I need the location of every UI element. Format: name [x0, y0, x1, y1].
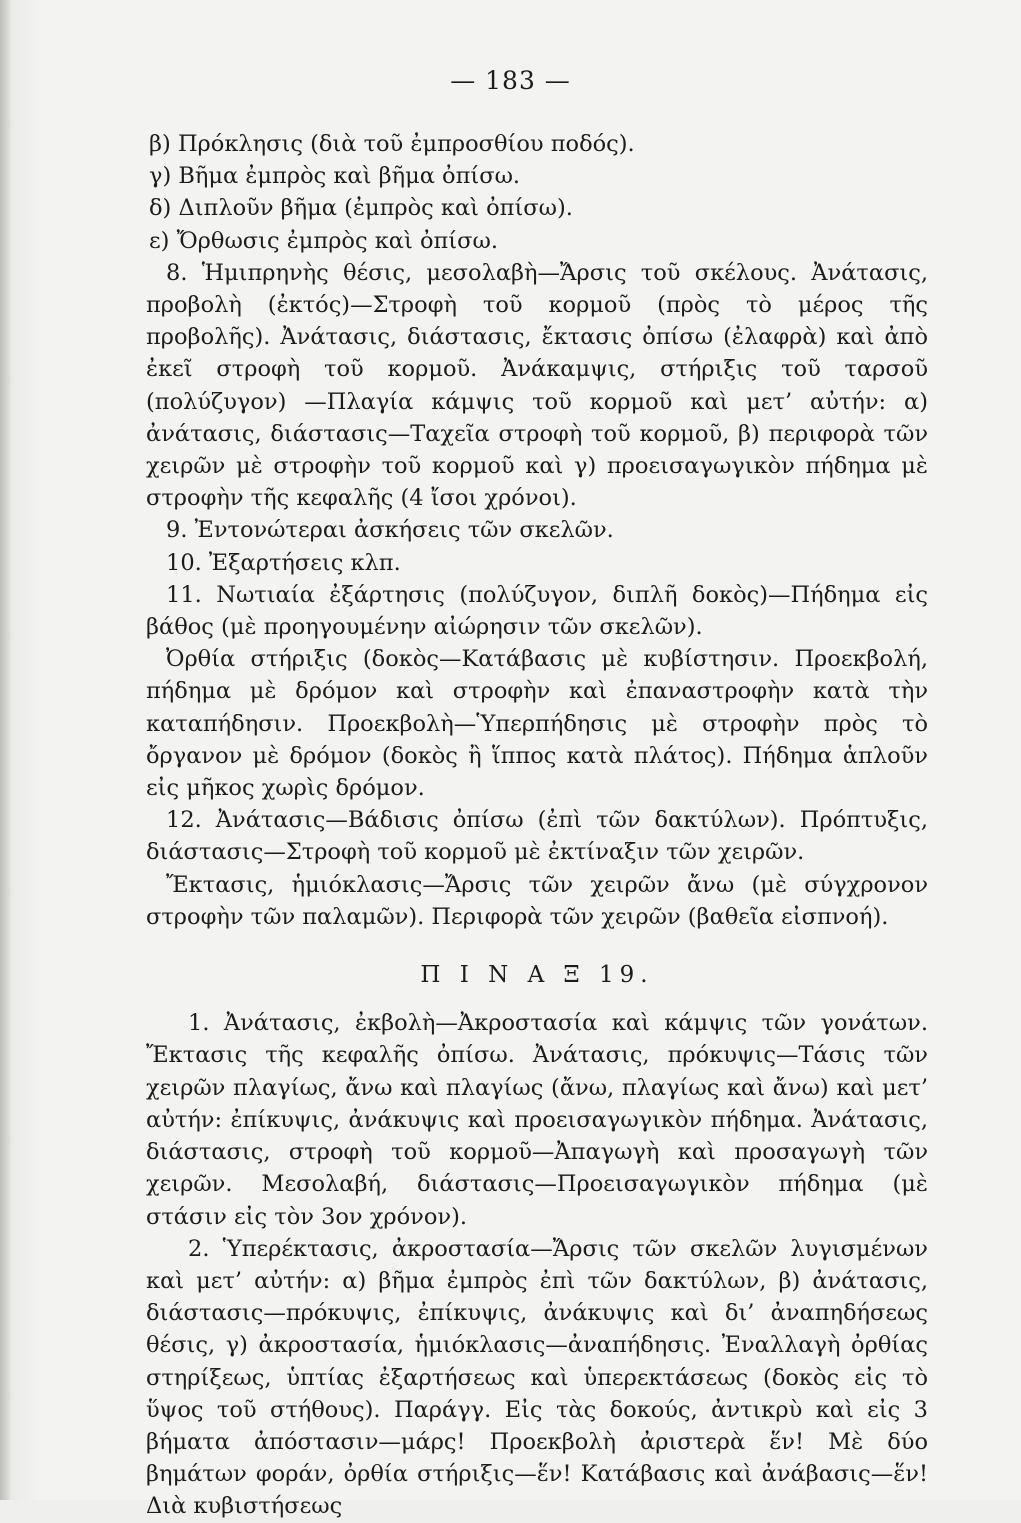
paragraph-2: 2. Ὑπερέκτασις, ἀκροστασία—Ἄρσις τῶν σκελῶν λυγισμένων καὶ μετ’ αὐτήν: α) βῆμα ἐμπρὸς ἐπὶ τῶν δακτύλων, β) ἀνάτασις, διάστασις—πρόκυψις, ἐπίκυψις, ἀνάκυψις καὶ δι’ ἀναπηδήσεως θέσις, γ) ἀκροστασία, ἡμιόκλασις—ἀναπήδησις. Ἐναλλαγὴ ὀρθίας στηρίξεως, ὑπτίας ἐξαρτήσεως καὶ ὑπερεκτάσεως (δοκὸς εἰς τὸ ὕψος τοῦ στήθους). Παράγγ. Εἰς τὰς δοκούς, ἀντικρὺ καὶ εἰς 3 βήματα ἀπόστασιν—μάρς! Προεκβολὴ ἀριστερὰ ἕν! Μὲ δύο βημάτων φοράν, ὀρθία στήριξις—ἕν! Κατάβασις καὶ ἀνάβασις—ἕν! Διὰ κυβιστήσεως: [146, 1235, 928, 1520]
paragraph-8: 8. Ἡμιπρηνὴς θέσις, μεσολαβὴ—Ἄρσις τοῦ σκέλους. Ἀνάτασις, προβολὴ (ἐκτός)—Στροφὴ τοῦ κορμοῦ (πρὸς τὸ μέρος τῆς προβολῆς). Ἀνάτασις, διάστασις, ἔκτασις ὀπίσω (ἐλαφρὰ) καὶ ἀπὸ ἐκεῖ στροφὴ τοῦ κορμοῦ. Ἀνάκαμψις, στήριξις τοῦ ταρσοῦ (πολύζυγον) —Πλαγία κάμψις τοῦ κορμοῦ καὶ μετ’ αὐτήν: α) ἀνάτασις, διάστασις—Ταχεῖα στροφὴ τοῦ κορμοῦ, β) περιφορὰ τῶν χειρῶν μὲ στροφὴν τοῦ κορμοῦ καὶ γ) προεισαγωγικὸν πήδημα μὲ στροφὴν τῆς κεφαλῆς (4 ἴσοι χρόνοι).: [146, 259, 928, 512]
page-number: — 183 —: [450, 66, 571, 95]
paragraph-11: 11. Νωτιαία ἐξάρτησις (πολύζυγον, διπλῆ δοκὸς)—Πήδημα εἰς βάθος (μὲ προηγουμένην αἰώρησιν τῶν σκελῶν).: [146, 581, 928, 641]
page-spine-shadow: [0, 0, 10, 1500]
paragraph-10: 10. Ἐξαρτήσεις κλπ.: [166, 549, 401, 576]
list-item-gamma: γ) Βῆμα ἐμπρὸς καὶ βῆμα ὀπίσω.: [149, 163, 521, 190]
paragraph-11-continued: Ὀρθία στήριξις (δοκὸς—Κατάβασις μὲ κυβίστησιν. Προεκβολή, πήδημα μὲ δρόμον καὶ στροφὴν καὶ ἐπαναστροφὴν κατὰ τὴν καταπήδησιν. Προεκβολὴ—Ὑπερπήδησις μὲ στροφὴν πρὸς τὸ ὄργανον μὲ δρόμον (δοκὸς ἢ ἵππος κατὰ πλάτος). Πήδημα ἁπλοῦν εἰς μῆκος χωρὶς δρόμον.: [146, 646, 928, 802]
list-item-epsilon: ε) Ὄρθωσις ἐμπρὸς καὶ ὀπίσω.: [149, 227, 498, 254]
section-heading: Π Ι Ν Α Ξ 19.: [420, 962, 654, 989]
page-body: [146, 128, 928, 1523]
paragraph-1: 1. Ἀνάτασις, ἐκβολὴ—Ἀκροστασία καὶ κάμψις τῶν γονάτων. Ἔκτασις τῆς κεφαλῆς ὀπίσω. Ἀνάτασις, πρόκυψις—Τάσις τῶν χειρῶν πλαγίως, ἄνω καὶ πλαγίως (ἄνω, πλαγίως καὶ ἄνω) καὶ μετ’ αὐτήν: ἐπίκυψις, ἀνάκυψις καὶ προεισαγωγικὸν πήδημα. Ἀνάτασις, διάστασις, στροφὴ τοῦ κορμοῦ—Ἀπαγωγὴ καὶ προσαγωγὴ τῶν χειρῶν. Μεσολαβή, διάστασις—Προεισαγωγικὸν πήδημα (μὲ στάσιν εἰς τὸν 3ον χρόνον).: [146, 1010, 928, 1230]
paragraph-12: 12. Ἀνάτασις—Βάδισις ὀπίσω (ἐπὶ τῶν δακτύλων). Πρόπτυξις, διάστασις—Στροφὴ τοῦ κορμοῦ μὲ ἐκτίναξιν τῶν χειρῶν.: [146, 807, 928, 866]
list-item-delta: δ) Διπλοῦν βῆμα (ἐμπρὸς καὶ ὀπίσω).: [149, 195, 573, 222]
paragraph-9: 9. Ἐντονώτεραι ἀσκήσεις τῶν σκελῶν.: [166, 517, 614, 544]
list-item-beta: β) Πρόκλησις (διὰ τοῦ ἐμπροσθίου ποδός).: [149, 131, 635, 157]
paragraph-12-continued: Ἔκτασις, ἡμιόκλασις—Ἄρσις τῶν χειρῶν ἄνω (μὲ σύγχρονον στροφὴν τῶν παλαμῶν). Περιφορὰ τῶν χειρῶν (βαθεῖα εἰσπνοή).: [146, 871, 928, 930]
